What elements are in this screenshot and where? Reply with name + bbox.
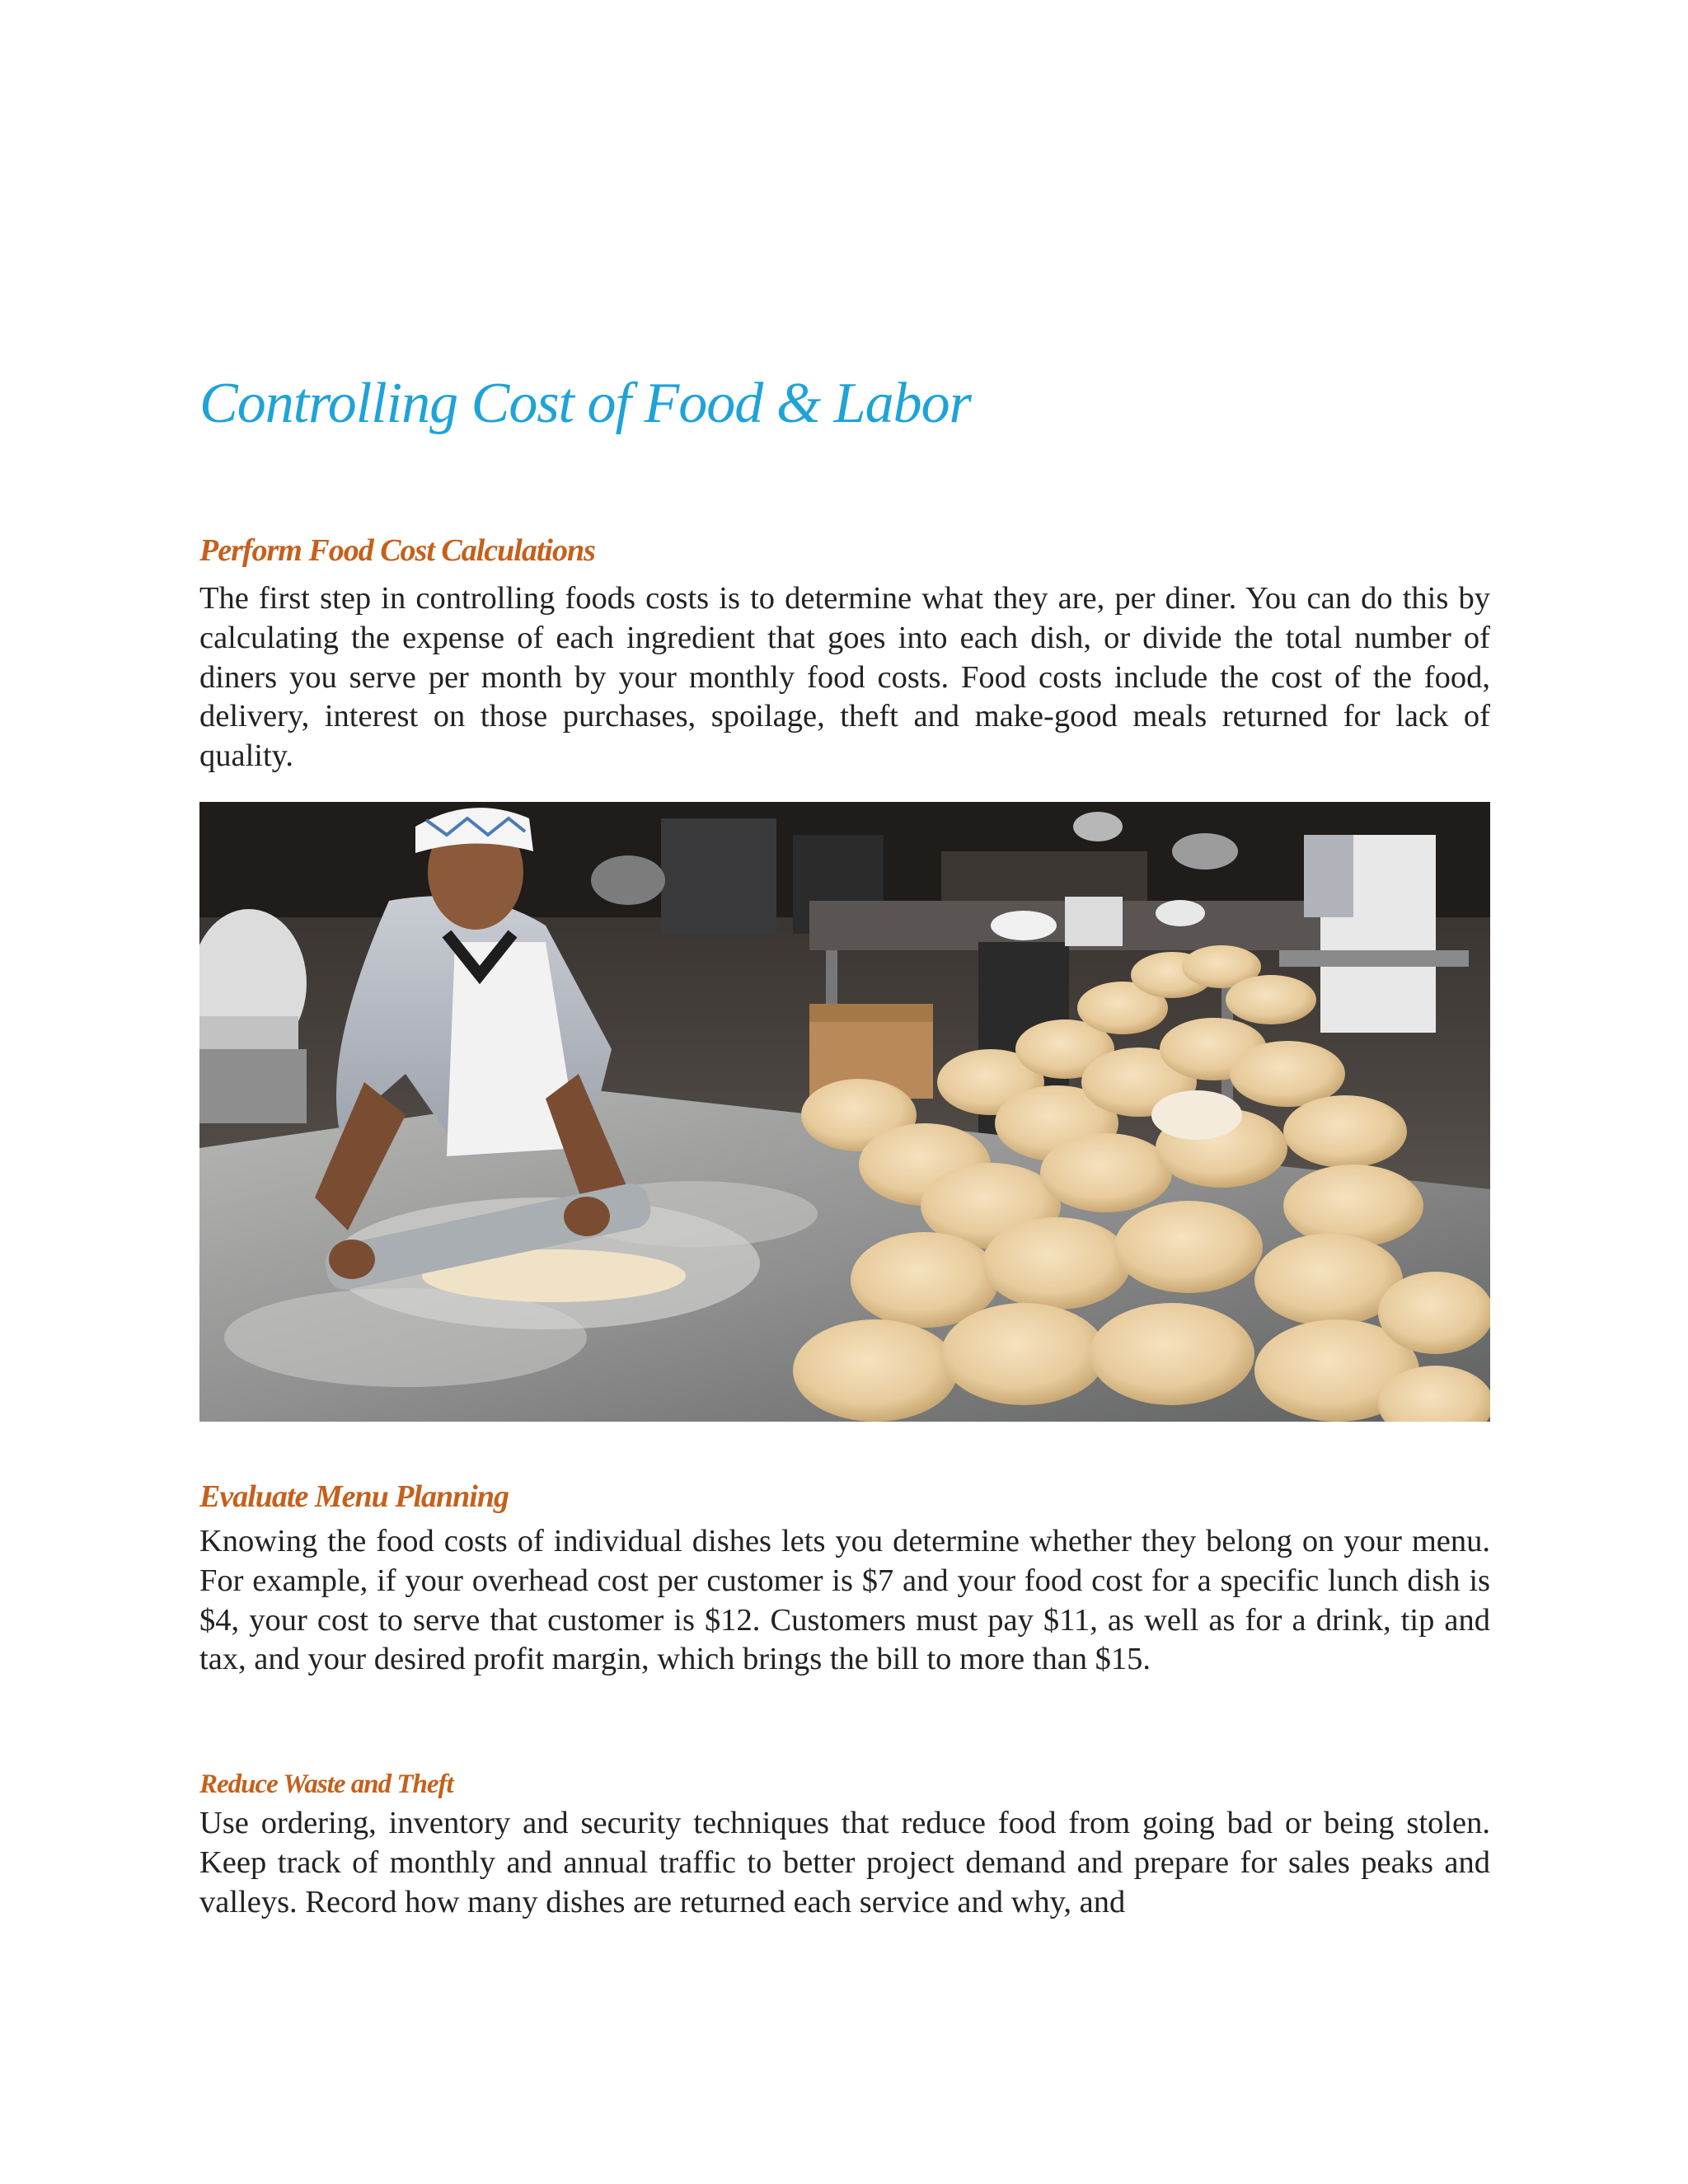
kitchen-photo xyxy=(199,802,1490,1422)
section-heading-food-cost: Perform Food Cost Calculations xyxy=(199,533,595,568)
section-body-food-cost: The first step in controlling foods costs is to determine what they are, per diner. You can do this by calculating the expense of each ingredient that goes into each dish, or divide the total number of diners you serve per month by your monthly food costs. Food costs include the cost of the food, delivery, interest on those purchases, spoilage, theft and make-good meals returned for lack of quality. xyxy=(199,581,1490,774)
section-heading-menu-planning: Evaluate Menu Planning xyxy=(199,1479,509,1514)
section-heading-waste-theft: Reduce Waste and Theft xyxy=(199,1769,453,1799)
section-body-waste-theft: Use ordering, inventory and security techniques that reduce food from going bad or being stolen. Keep track of monthly and annual traffic to better project demand and prepare for sales peaks and valleys. Record how many dishes are returned each service and why, and xyxy=(199,1806,1490,1919)
page-title: Controlling Cost of Food & Labor xyxy=(199,372,971,435)
section-body-menu-planning: Knowing the food costs of individual dishes lets you determine whether they belong on your menu. For example, if your overhead cost per customer is $7 and your food cost for a specific lunch dish is $4, your cost to serve that customer is $12. Customers must pay $11, as well as for a drink, tip and tax, and your desired profit margin, which brings the bill to more than $15. xyxy=(199,1524,1490,1677)
